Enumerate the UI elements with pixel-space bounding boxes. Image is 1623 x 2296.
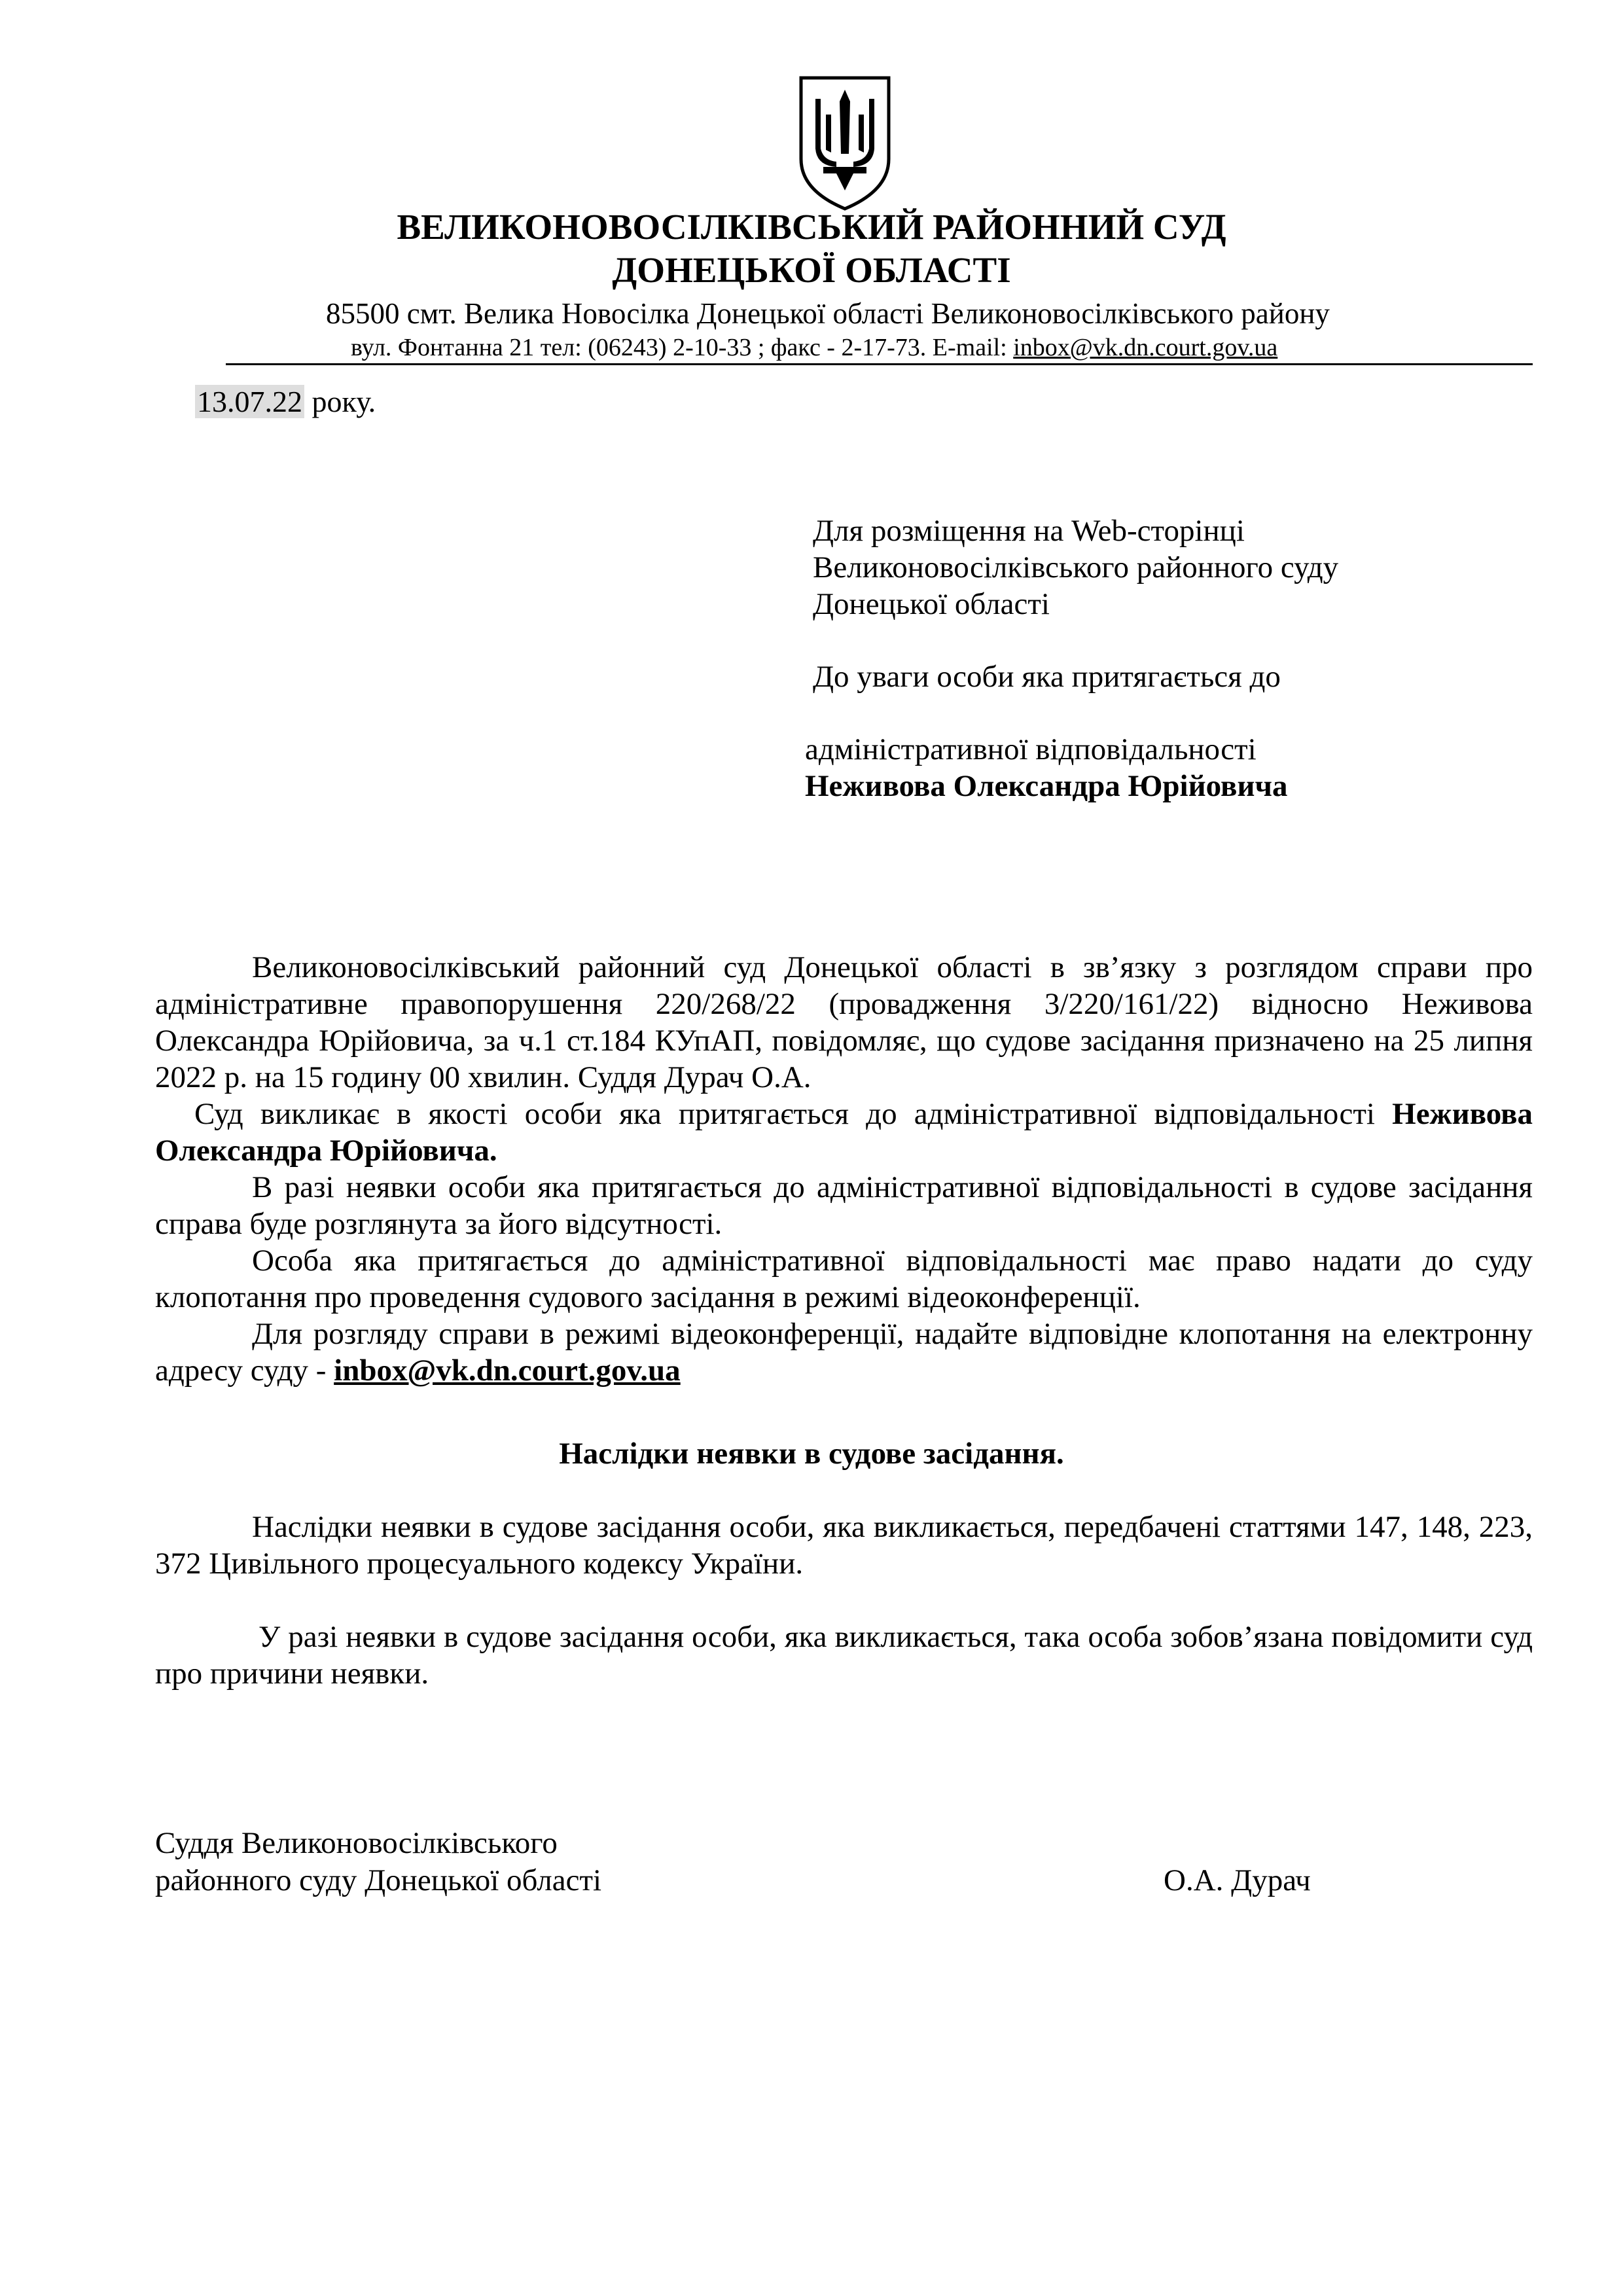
date-suffix: року. bbox=[304, 385, 376, 418]
body-paragraph-summons bbox=[155, 1096, 1533, 1169]
request-text: Для розгляду справи в режимі відеоконференції, надайте відповідне клопотання на електронну адресу суду - bbox=[155, 1317, 1533, 1388]
court-contacts-line bbox=[351, 332, 1277, 363]
signature-title-line2: районного суду Донецької області bbox=[155, 1863, 602, 1897]
court-contacts-text: вул. Фонтанна 21 тел: (06243) 2-10-33 ; факс - 2-17-73. E-mail: bbox=[351, 334, 1014, 361]
signature-judge-name: О.А. Дурач bbox=[1164, 1863, 1311, 1897]
tryzub-coat-of-arms-icon bbox=[797, 75, 893, 211]
signature-title-line1: Суддя Великоновосілківського bbox=[155, 1826, 558, 1860]
body-paragraph-videoconference-request bbox=[155, 1316, 1533, 1389]
court-name-line1: ВЕЛИКОНОВОСІЛКІВСЬКИЙ РАЙОННИЙ СУД bbox=[397, 207, 1226, 247]
letter-date bbox=[195, 384, 376, 420]
court-address-line: 85500 смт. Велика Новосілка Донецької області Великоновосілківського району bbox=[326, 297, 1330, 330]
body-paragraph-absence: В разі неявки особи яка притягається до адміністративної відповідальності в судове засідання справа буде розглянута за його відсутності. bbox=[155, 1170, 1533, 1241]
header-email-link[interactable]: inbox@vk.dn.court.gov.ua bbox=[1013, 334, 1278, 361]
body-paragraph-hearing: Великоновосілківський районний суд Донецької області в зв’язку з розглядом справи про адміністративне правопорушення 220/268/22 (провадження 3/220/161/22) відносно Неживова Олександра Юрійовича, за ч.1 ст.184 КУпАП, повідомляє, що судове засідання призначено на 25 липня 2022 р. на 15 годину 00 хвилин. Суддя Дурач О.А. bbox=[155, 950, 1533, 1094]
consequences-paragraph-2: У разі неявки в судове засідання особи, яка викликається, така особа зобов’язана повідомити суд про причини неявки. bbox=[155, 1620, 1533, 1691]
addressee-line2: Великоновосілківського районного суду bbox=[813, 550, 1339, 584]
letter-body bbox=[155, 949, 1533, 1389]
addressee-line1: Для розміщення на Web-сторінці bbox=[813, 514, 1245, 548]
header-divider bbox=[226, 363, 1533, 365]
summons-person-name: Неживова Олександра Юрійовича. bbox=[155, 1097, 1533, 1168]
consequences-heading: Наслідки неявки в судове засідання. bbox=[559, 1437, 1064, 1471]
court-name-line2: ДОНЕЦЬКОЇ ОБЛАСТІ bbox=[612, 250, 1011, 290]
attention-line1: До уваги особи яка притягається до bbox=[813, 660, 1281, 694]
consequences-paragraph-1: Наслідки неявки в судове засідання особи, яка викликається, передбачені статтями 147, 148, 223, 372 Цивільного процесуального кодексу України. bbox=[155, 1510, 1533, 1581]
summons-text: Суд викликає в якості особи яка притягається до адміністративної відповідальності bbox=[194, 1097, 1393, 1131]
court-email-link[interactable]: inbox@vk.dn.court.gov.ua bbox=[334, 1354, 681, 1388]
attention-line2: адміністративної відповідальності bbox=[805, 732, 1257, 766]
addressee-person-name: Неживова Олександра Юрійовича bbox=[805, 769, 1288, 803]
addressee-line3: Донецької області bbox=[813, 587, 1050, 621]
date-value: 13.07.22 bbox=[195, 385, 304, 418]
consequences-body bbox=[155, 1509, 1533, 1729]
body-paragraph-videoconference-right: Особа яка притягається до адміністративної відповідальності має право надати до суду клопотання про проведення судового засідання в режимі відеоконференції. bbox=[155, 1244, 1533, 1314]
